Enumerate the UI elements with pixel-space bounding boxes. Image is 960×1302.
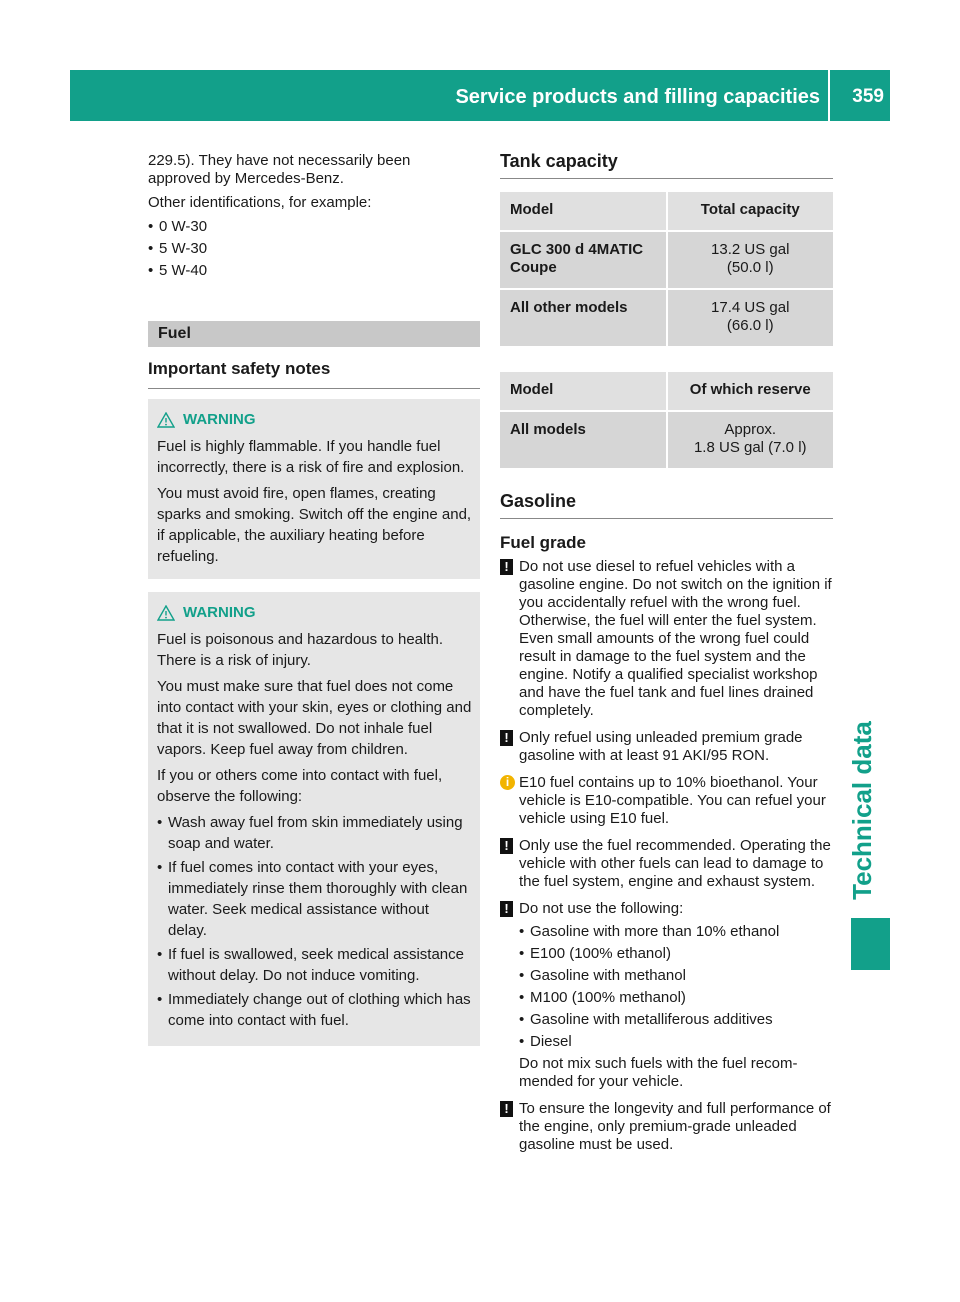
warning-triangle-icon	[157, 605, 175, 621]
first-aid-list	[157, 812, 472, 1031]
list-item: • Immediately change out of clothing which has come into contact with fuel.	[157, 989, 472, 1031]
note-text: Only use the fuel recommended. Operating the vehicle with other fuels can lead to damage to the fuel system, engine and exhaust system.	[519, 837, 831, 890]
note-text: To ensure the longevity and full performance of the engine, only premium-grade unleaded gasoline must be used.	[519, 1100, 831, 1153]
warning-text: Fuel is poisonous and hazardous to health. There is a risk of injury.	[157, 631, 444, 669]
note-text: E10 fuel contains up to 10% bioethanol. Your vehicle is E10-compatible. You can refuel your vehicle using E10 fuel.	[519, 774, 826, 827]
capacity-cell	[667, 289, 834, 347]
note-text: Do not use diesel to refuel vehicles with a gasoline engine. Do not switch on the ignition if you accidentally refuel with the wrong fuel. Otherwise, the fuel will enter the fuel system. Even small amounts of the wrong fuel could result in damage to the fuel system and the engine. Notify a qualified specialist workshop and have the fuel tank and fuel lines drained completely.	[519, 558, 832, 719]
note-warning	[500, 1100, 833, 1154]
gasoline-heading: Gasoline	[500, 492, 833, 519]
intro-line-2: approved by Mercedes-Benz.	[148, 170, 344, 187]
warning-triangle-icon	[157, 412, 175, 428]
side-tab-marker	[851, 918, 890, 970]
column-header: Model	[500, 372, 667, 411]
capacity-cell	[667, 231, 834, 289]
safety-notes-heading: Important safety notes	[148, 360, 480, 389]
model-cell: GLC 300 d 4MATIC Coupe	[500, 231, 667, 289]
reserve-cell	[667, 411, 834, 469]
list-item: • If fuel is swallowed, seek medical assistance without delay. Do not induce vomiting.	[157, 944, 472, 986]
warning-title: WARNING	[183, 411, 256, 428]
note-warning-prohibited-fuels	[500, 900, 833, 1091]
exclamation-icon: !	[500, 559, 513, 575]
table-row	[500, 411, 833, 469]
list-item: • Gasoline with more than 10% ethanol	[519, 923, 833, 941]
warning-box-flammable	[148, 399, 480, 579]
note-warning	[500, 558, 833, 720]
side-tab-label: Technical data	[846, 720, 877, 900]
section-side-tab	[834, 700, 890, 920]
list-item: • Gasoline with methanol	[519, 967, 833, 985]
table-row	[500, 289, 833, 347]
warning-title: WARNING	[183, 604, 256, 621]
capacity-value: 17.4 US gal	[711, 299, 790, 316]
list-item: • Wash away fuel from skin immediately using soap and water.	[157, 812, 472, 854]
exclamation-icon: !	[500, 730, 513, 746]
prohibited-fuels-list	[519, 923, 833, 1051]
table-header-row	[500, 192, 833, 231]
fuel-grade-heading: Fuel grade	[500, 533, 586, 552]
warning-text: You must avoid fire, open flames, creating sparks and smoking. Switch off the engine and, if applicable, the auxiliary heating before refueling.	[157, 485, 472, 565]
list-item: • M100 (100% methanol)	[519, 989, 833, 1007]
list-item: • Gasoline with metalliferous additives	[519, 1011, 833, 1029]
column-header: Model	[500, 192, 667, 231]
fuel-section-heading: Fuel	[148, 321, 480, 347]
reserve-table	[500, 372, 833, 470]
intro-line-1: 229.5). They have not necessarily been	[148, 152, 411, 169]
list-item: • Diesel	[519, 1033, 833, 1051]
tank-capacity-heading: Tank capacity	[500, 152, 833, 179]
warning-text: Fuel is highly flammable. If you handle fuel incorrectly, there is a risk of fire and explosion.	[157, 438, 465, 476]
table-row	[500, 231, 833, 289]
other-identifications: Other identifications, for example:	[148, 194, 372, 211]
exclamation-icon: !	[500, 901, 513, 917]
model-cell: All models	[500, 411, 667, 469]
note-info	[500, 774, 833, 828]
table-header-row	[500, 372, 833, 411]
note-text: Only refuel using unleaded premium grade gasoline with at least 91 AKI/95 RON.	[519, 729, 803, 764]
page-header	[70, 70, 890, 121]
warning-box-poisonous	[148, 592, 480, 1046]
list-item: • If fuel comes into contact with your eyes, immediately rinse them thoroughly with clean water. Seek medical assistance without delay.	[157, 857, 472, 941]
model-cell: All other models	[500, 289, 667, 347]
exclamation-icon: !	[500, 838, 513, 854]
header-title: Service products and filling capacities	[455, 86, 820, 108]
note-text: Do not use the following:	[519, 900, 684, 917]
page-number: 359	[852, 86, 884, 107]
column-header: Total capacity	[667, 192, 834, 231]
tank-capacity-table	[500, 192, 833, 348]
list-item: • E100 (100% ethanol)	[519, 945, 833, 963]
capacity-value: 13.2 US gal	[711, 241, 790, 258]
header-divider	[828, 70, 830, 121]
note-warning	[500, 729, 833, 765]
reserve-value: Approx.	[724, 421, 777, 438]
warning-text: If you or others come into contact with fuel, observe the following:	[157, 767, 443, 805]
viscosity-list	[148, 218, 480, 280]
right-column	[500, 152, 833, 1163]
capacity-value-metric: (50.0 l)	[726, 259, 774, 276]
exclamation-icon: !	[500, 1101, 513, 1117]
note-warning	[500, 837, 833, 891]
reserve-value-detail: 1.8 US gal (7.0 l)	[693, 439, 807, 456]
list-item: • 0 W-30	[148, 218, 480, 236]
warning-text: You must make sure that fuel does not come into contact with your skin, eyes or clothing and that it is not swallowed. Do not inhale fuel vapors. Keep fuel away from children.	[157, 678, 472, 758]
column-header: Of which reserve	[667, 372, 834, 411]
capacity-value-metric: (66.0 l)	[726, 317, 774, 334]
left-column	[148, 152, 480, 1046]
list-item: • 5 W-40	[148, 262, 480, 280]
warning-header	[157, 604, 472, 622]
list-item: • 5 W-30	[148, 240, 480, 258]
note-text: Do not mix such fuels with the fuel recommended for your vehicle.	[519, 1055, 798, 1090]
info-icon: i	[500, 775, 515, 790]
warning-header	[157, 411, 472, 429]
